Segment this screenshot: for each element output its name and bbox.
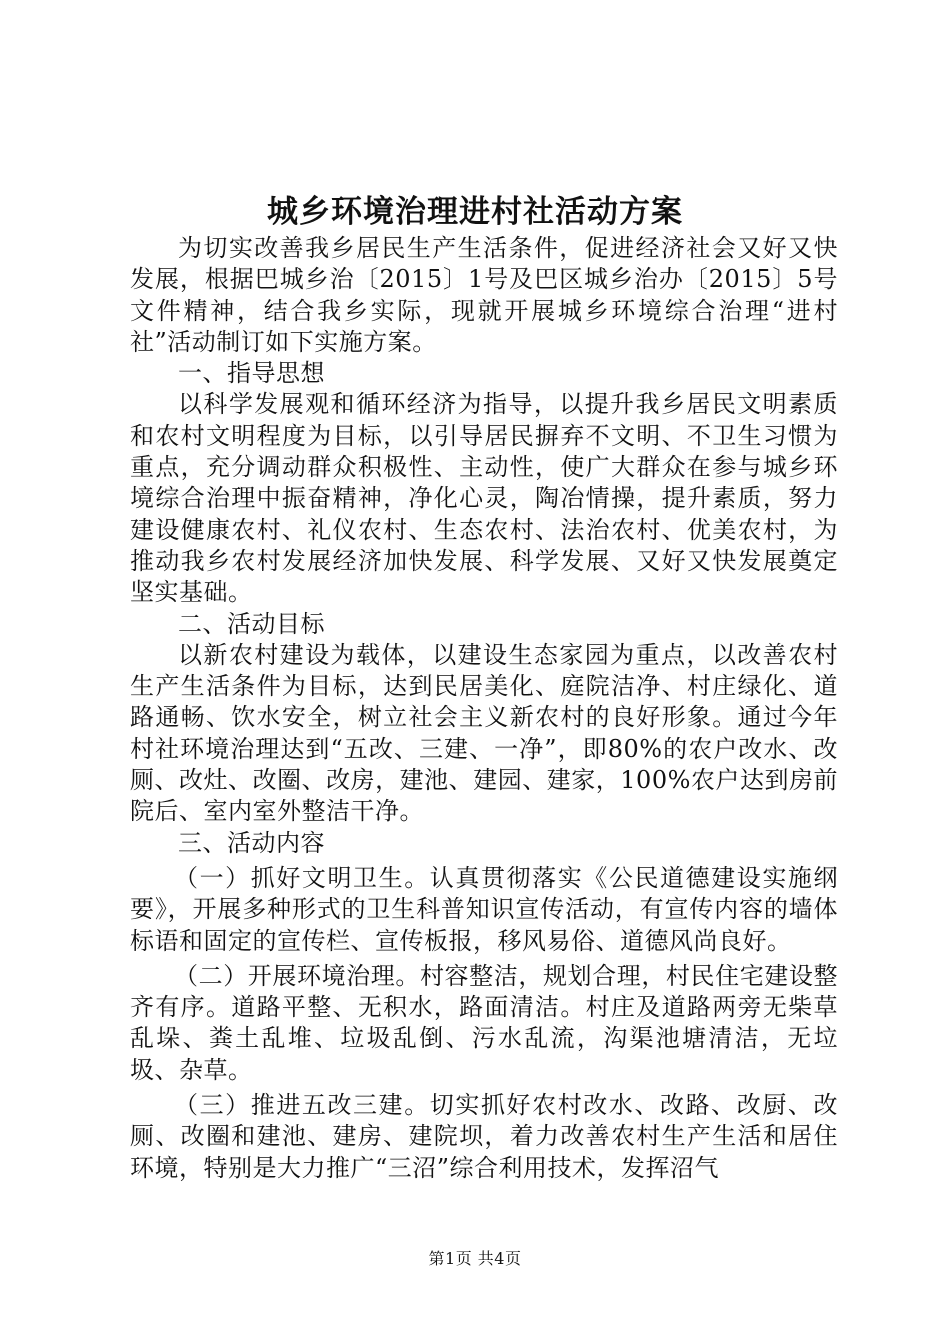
document-title: 城乡环境治理进村社活动方案 bbox=[267, 194, 683, 230]
content-item-civilized-hygiene: （一）抓好文明卫生。认真贯彻落实《公民道德建设实施纲要》，开展多种形式的卫生科普知识宣传活动，有宣传内容的墙体标语和固定的宣传栏、宣传板报，移风易俗、道德风尚良好。 bbox=[130, 863, 838, 955]
section-paragraph-activity-goals: 以新农村建设为载体，以建设生态家园为重点，以改善农村生产生活条件为目标，达到民居美化、庭院洁净、村庄绿化、道路通畅、饮水安全，树立社会主义新农村的良好形象。通过今年村社环境治理达到“五改、三建、一净”，即80%的农户改水、改厕、改灶、改圈、改房，建池、建园、建家，100%农户达到房前院后、室内室外整洁干净。 bbox=[130, 640, 838, 826]
page-footer: 第1页 共4页 bbox=[428, 1249, 522, 1268]
section-heading-activity-content: 三、活动内容 bbox=[178, 828, 325, 857]
intro-paragraph: 为切实改善我乡居民生产生活条件，促进经济社会又好又快发展，根据巴城乡治〔2015〕1号及巴区城乡治办〔2015〕5号文件精神，结合我乡实际，现就开展城乡环境综合治理“进村社”活动制订如下实施方案。 bbox=[130, 234, 838, 356]
section-paragraph-guiding-thought: 以科学发展观和循环经济为指导，以提升我乡居民文明素质和农村文明程度为目标，以引导居民摒弃不文明、不卫生习惯为重点，充分调动群众积极性、主动性，使广大群众在参与城乡环境综合治理中振奋精神，净化心灵，陶冶情操，提升素质，努力建设健康农村、礼仪农村、生态农村、法治农村、优美农村，为推动我乡农村发展经济加快发展、科学发展、又好又快发展奠定坚实基础。 bbox=[130, 390, 838, 607]
content-item-environment-governance: （二）开展环境治理。村容整洁，规划合理，村民住宅建设整齐有序。道路平整、无积水，路面清洁。村庄及道路两旁无柴草乱垛、粪土乱堆、垃圾乱倒、污水乱流，沟渠池塘清洁，无垃圾、杂草。 bbox=[130, 961, 838, 1084]
document-body bbox=[130, 233, 838, 1184]
section-heading-activity-goals: 二、活动目标 bbox=[178, 609, 325, 638]
content-item-five-reforms: （三）推进五改三建。切实抓好农村改水、改路、改厨、改厕、改圈和建池、建房、建院坝，着力改善农村生产生活和居住环境，特别是大力推广“三沼”综合利用技术，发挥沼气 bbox=[130, 1091, 838, 1182]
section-heading-guiding-thought: 一、指导思想 bbox=[178, 359, 325, 388]
